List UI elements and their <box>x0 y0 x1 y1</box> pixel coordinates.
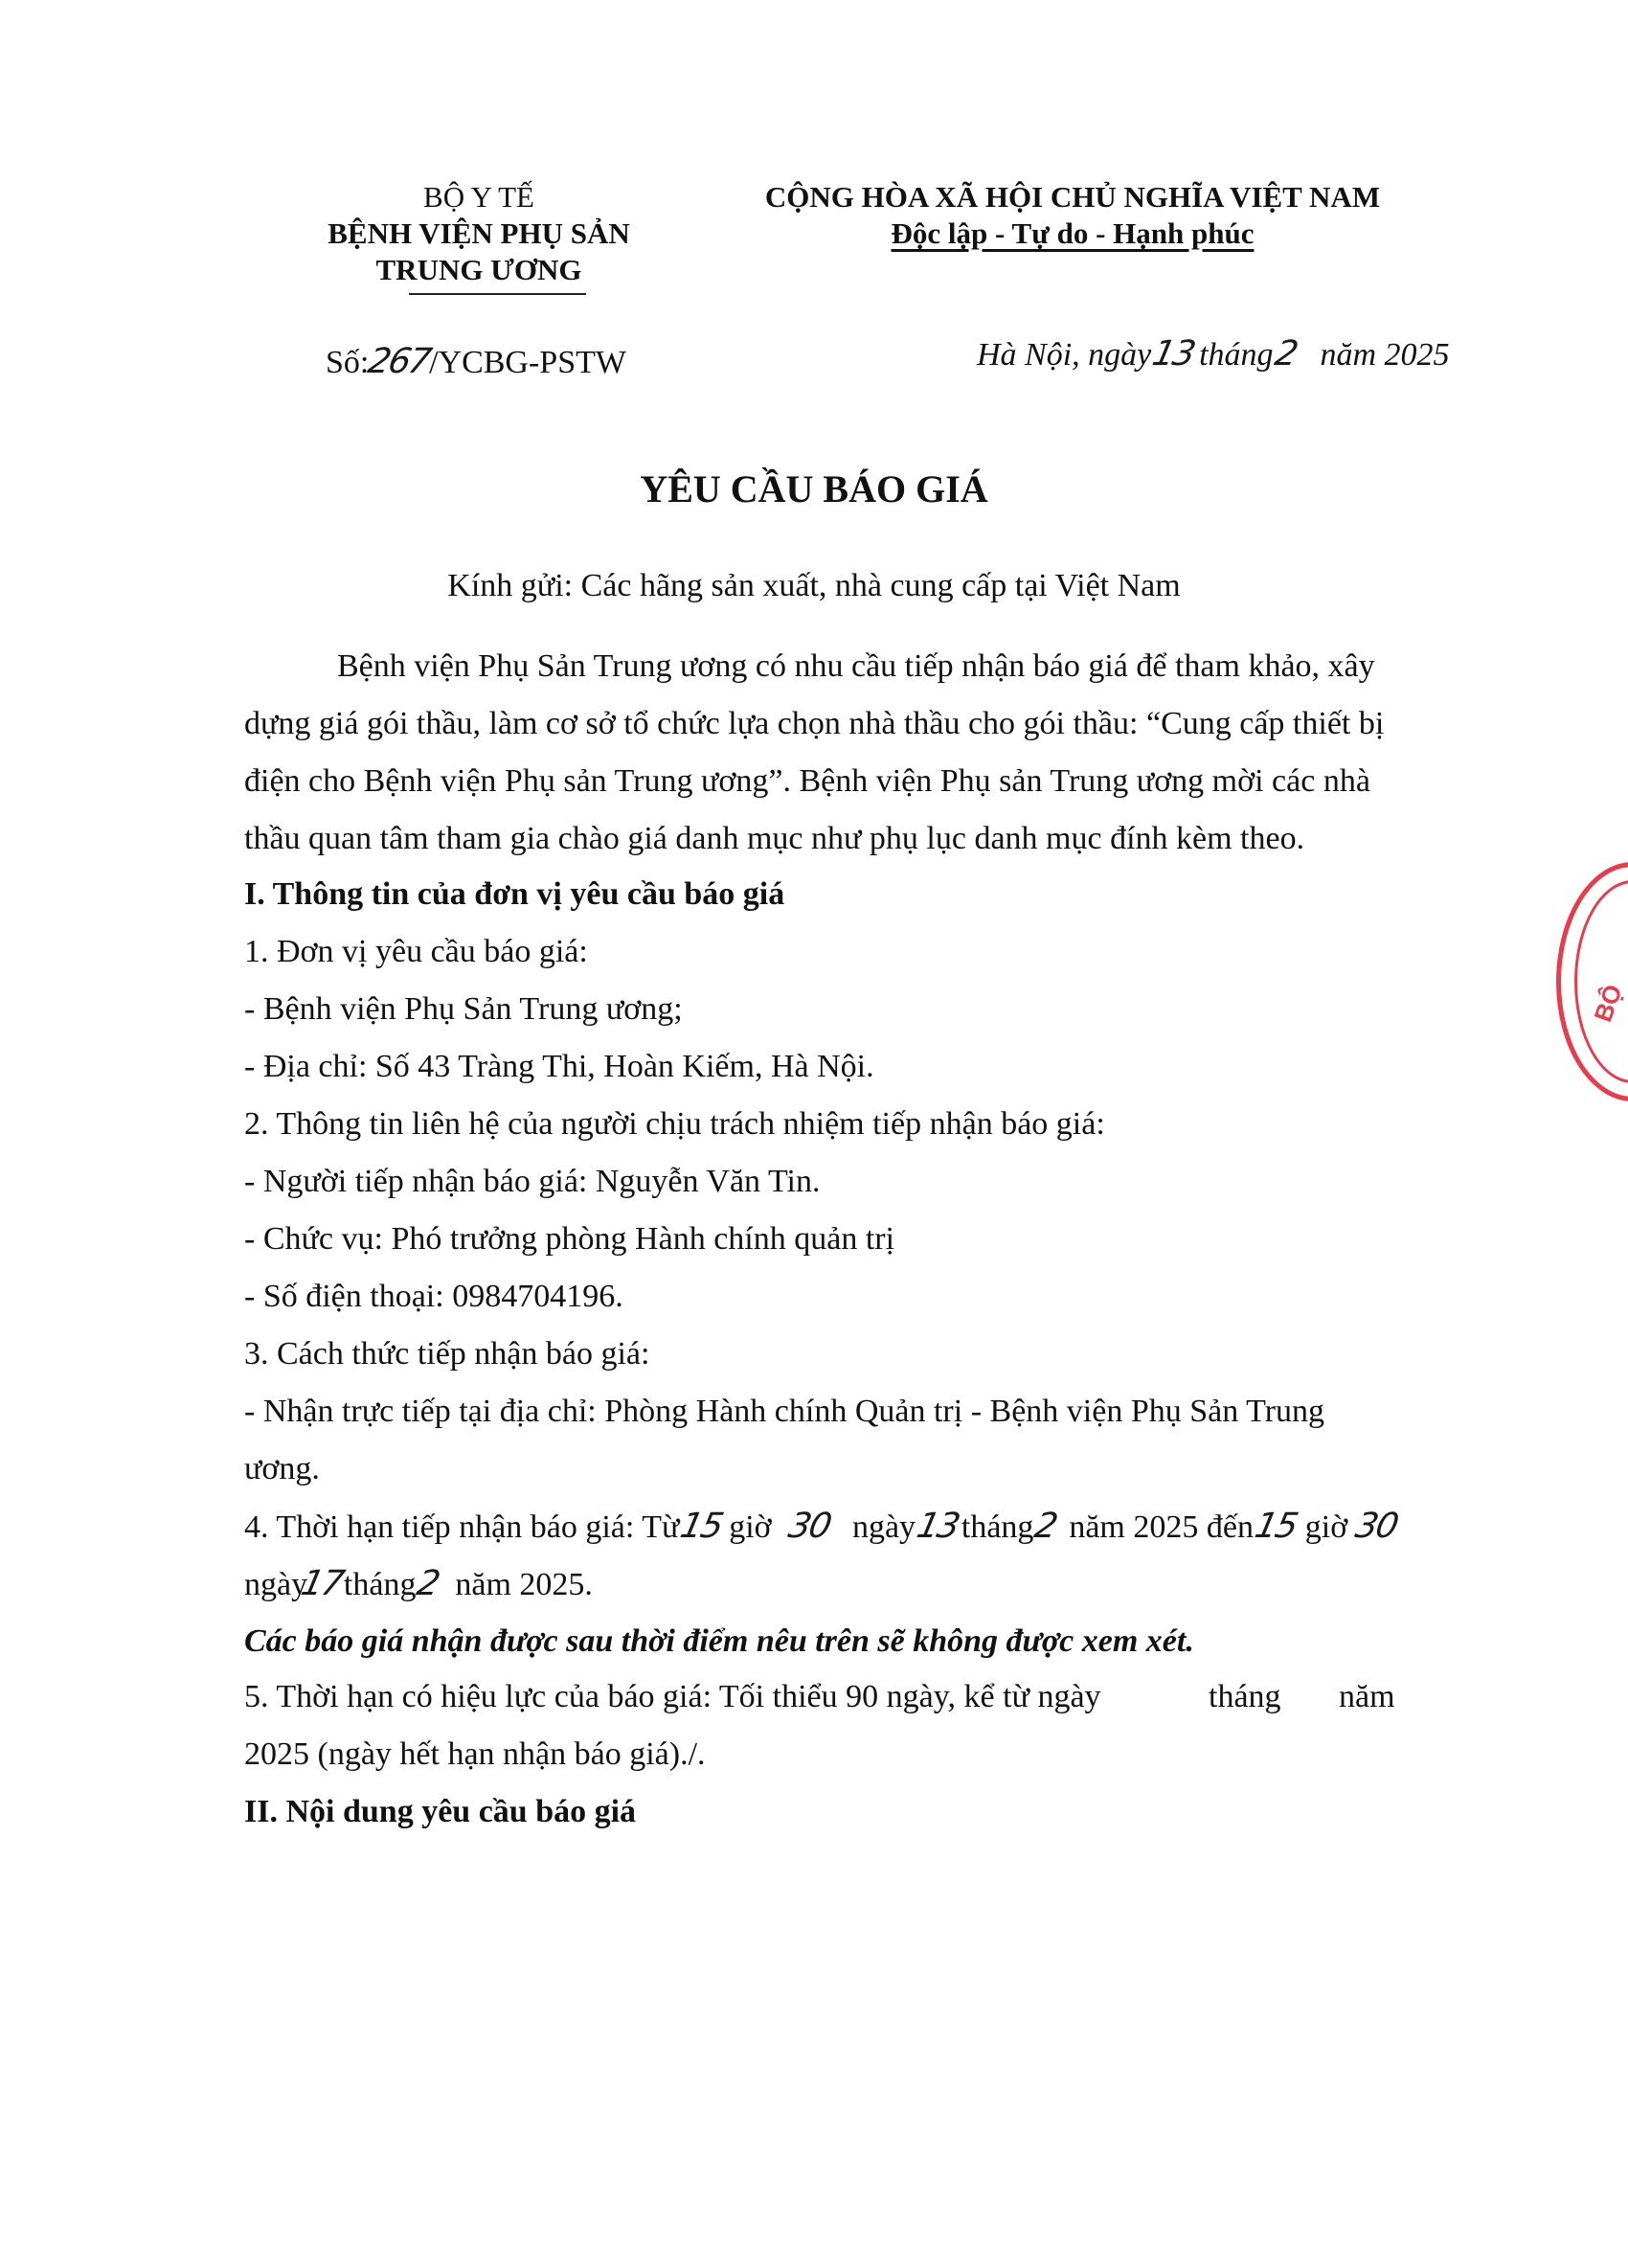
date-month-label: tháng <box>1199 337 1274 373</box>
section1-heading: I. Thông tin của đơn vị yêu cầu báo giá <box>244 876 785 912</box>
deadline-from-minute: 30 <box>784 1507 834 1546</box>
deadline-year-end: năm 2025. <box>455 1567 593 1602</box>
date-line <box>977 335 1450 374</box>
deadline-year-to: năm 2025 đến <box>1069 1509 1254 1545</box>
deadline-month-word: tháng <box>961 1509 1034 1545</box>
validity-line-1a: 5. Thời hạn có hiệu lực của báo giá: Tối thiểu 90 ngày, kể từ ngày <box>244 1679 1101 1714</box>
doc-number-suffix: /YCBG-PSTW <box>429 345 626 380</box>
section1-line: 3. Cách thức tiếp nhận báo giá: <box>244 1336 650 1372</box>
date-day-handwritten: 13 <box>1149 334 1198 374</box>
validity-line-1c: năm <box>1339 1679 1395 1714</box>
left-header-rule <box>409 293 586 295</box>
deadline-hour-word-2: giờ <box>1304 1509 1348 1545</box>
section2-heading: II. Nội dung yêu cầu báo giá <box>244 1794 637 1829</box>
ministry-name: BỘ Y TẾ <box>423 180 534 214</box>
stamp-text: BỘ <box>1588 980 1628 1026</box>
deadline-to-month: 2 <box>414 1564 442 1603</box>
deadline-from-month: 2 <box>1031 1507 1060 1546</box>
date-place: Hà Nội, ngày <box>977 337 1152 373</box>
intro-line-1: Bệnh viện Phụ Sản Trung ương có nhu cầu tiếp nhận báo giá để tham khảo, xây <box>337 648 1375 684</box>
date-year: năm 2025 <box>1320 337 1450 373</box>
section1-line: - Nhận trực tiếp tại địa chỉ: Phòng Hành chính Quản trị - Bệnh viện Phụ Sản Trung <box>244 1394 1325 1429</box>
deadline-from-day: 13 <box>913 1507 962 1546</box>
deadline-day-word: ngày <box>851 1509 916 1545</box>
deadline-hour-word: giờ <box>729 1509 772 1545</box>
country-name: CỘNG HÒA XÃ HỘI CHỦ NGHĨA VIỆT NAM <box>764 180 1381 214</box>
hospital-name-line1: BỆNH VIỆN PHỤ SẢN <box>328 216 630 250</box>
section1-line: 2. Thông tin liên hệ của người chịu trách nhiệm tiếp nhận báo giá: <box>244 1106 1105 1142</box>
deadline-line-1 <box>244 1507 1400 1547</box>
deadline-label: 4. Thời hạn tiếp nhận báo giá: Từ <box>244 1509 680 1545</box>
recipient-line: Kính gửi: Các hãng sản xuất, nhà cung cấp tại Việt Nam <box>447 568 1181 603</box>
doc-number-handwritten: 267 <box>365 342 434 381</box>
section1-line: - Chức vụ: Phó trưởng phòng Hành chính quản trị <box>244 1221 895 1257</box>
section1-line: - Bệnh viện Phụ Sản Trung ương; <box>244 991 683 1027</box>
deadline-to-minute: 30 <box>1351 1507 1400 1546</box>
late-submission-warning: Các báo giá nhận được sau thời điểm nêu trên sẽ không được xem xét. <box>244 1623 1194 1659</box>
hospital-name-line2: TRUNG ƯƠNG <box>375 253 582 286</box>
doc-number-prefix: Số: <box>326 345 370 380</box>
document-number <box>326 343 626 382</box>
deadline-to-hour: 15 <box>1251 1507 1300 1546</box>
intro-line-4: thầu quan tâm tham gia chào giá danh mục như phụ lục danh mục đính kèm theo. <box>244 821 1305 856</box>
deadline-month-word-2: tháng <box>343 1567 417 1602</box>
intro-line-3: điện cho Bệnh viện Phụ sản Trung ương”. Bệnh viện Phụ sản Trung ương mời các nhà <box>244 763 1370 799</box>
deadline-to-day: 17 <box>297 1564 347 1603</box>
deadline-line-2 <box>244 1565 593 1604</box>
document-title: YÊU CẦU BÁO GIÁ <box>640 467 988 510</box>
validity-line-2: 2025 (ngày hết hạn nhận báo giá)./. <box>244 1736 706 1772</box>
red-seal-stamp <box>1556 862 1628 1101</box>
deadline-day-word-2: ngày <box>244 1567 308 1602</box>
deadline-from-hour: 15 <box>677 1507 726 1546</box>
section1-line: 1. Đơn vị yêu cầu báo giá: <box>244 934 588 969</box>
section1-line: - Người tiếp nhận báo giá: Nguyễn Văn Tin. <box>244 1164 821 1199</box>
national-motto: Độc lập - Tự do - Hạnh phúc <box>891 216 1255 250</box>
validity-line-1b: tháng <box>1209 1679 1281 1714</box>
intro-line-2: dựng giá gói thầu, làm cơ sở tổ chức lựa chọn nhà thầu cho gói thầu: “Cung cấp thiết bị <box>244 706 1385 741</box>
section1-line: ương. <box>244 1451 320 1486</box>
date-month-handwritten: 2 <box>1271 334 1300 374</box>
section1-line: - Địa chỉ: Số 43 Tràng Thi, Hoàn Kiếm, Hà Nội. <box>244 1049 874 1084</box>
section1-line: - Số điện thoại: 0984704196. <box>244 1279 623 1314</box>
